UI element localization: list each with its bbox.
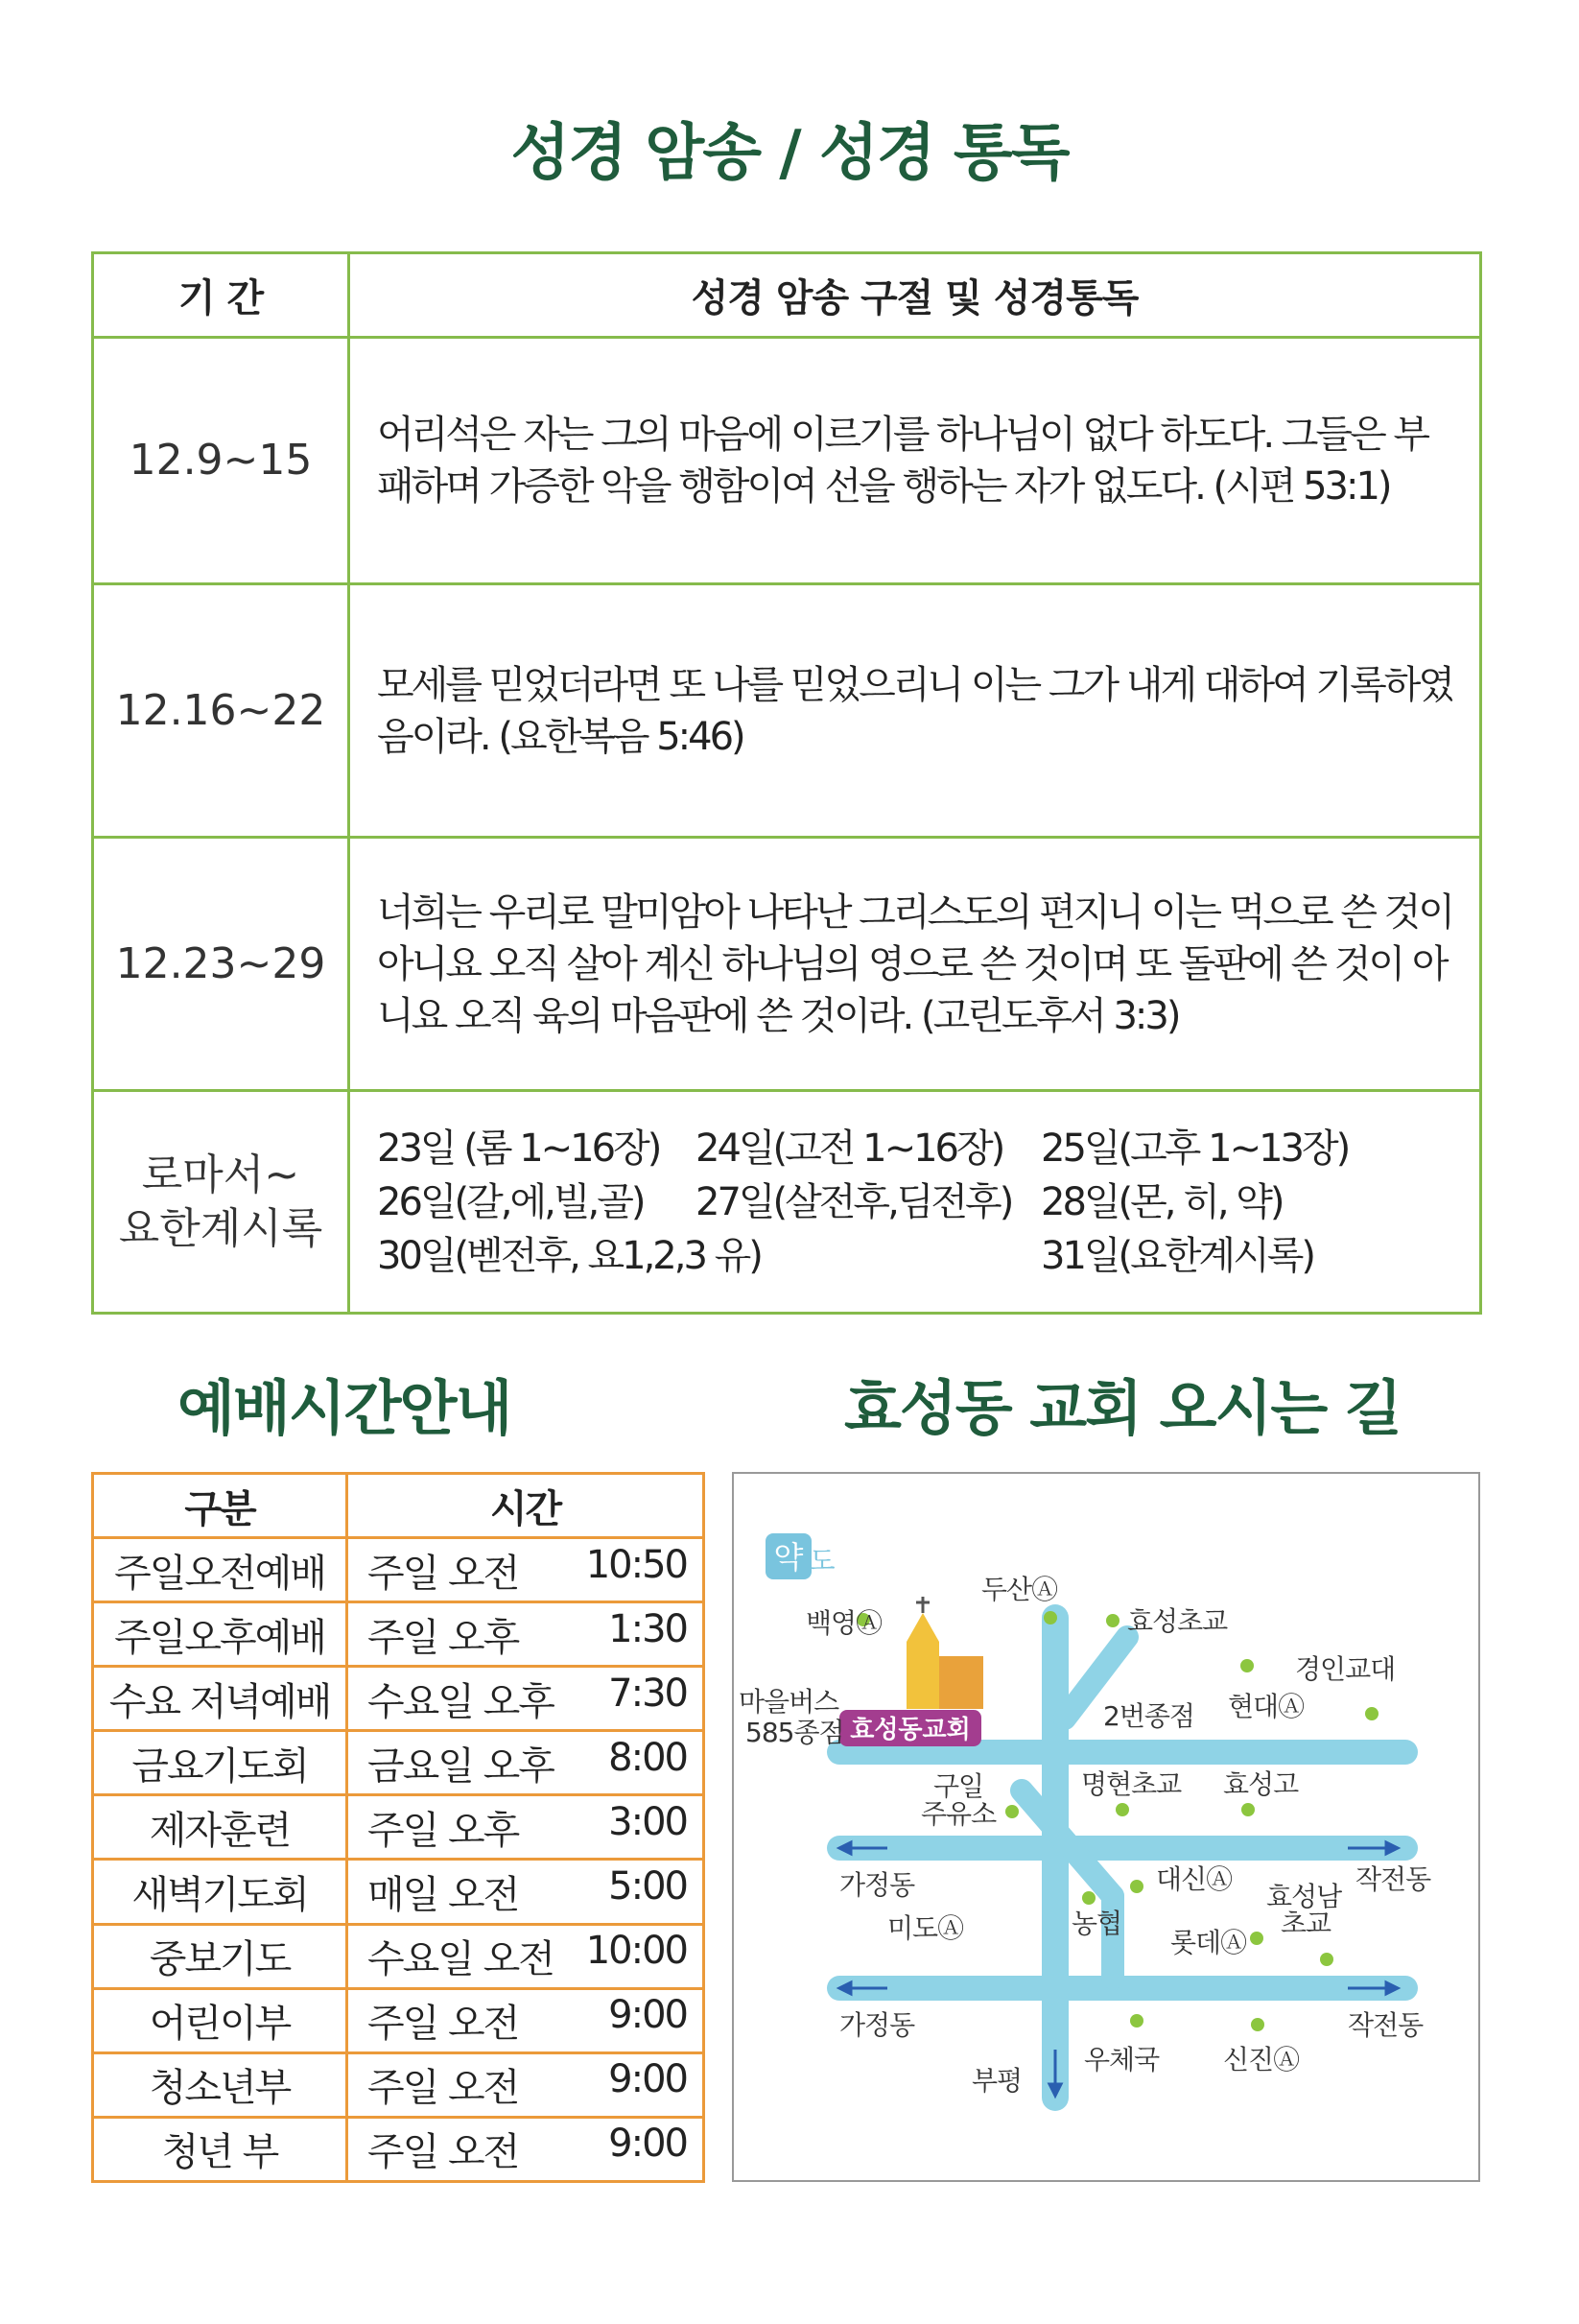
map-label-nonghyup: 농협	[1072, 1908, 1122, 1939]
reading-schedule-cell	[349, 1091, 1481, 1314]
bible-memorization-table	[91, 251, 1482, 1315]
service-cell: 수요 저녁예배	[93, 1667, 347, 1731]
table-row	[93, 337, 1481, 584]
time-text: 9:00	[608, 2057, 687, 2102]
map-label-dusan: 두산Ⓐ	[981, 1574, 1058, 1605]
day-text: 주일 오후	[367, 1615, 519, 1660]
time-text: 3:00	[608, 1799, 687, 1844]
map-label-terminal: 2번종점	[1103, 1700, 1194, 1732]
time-cell	[347, 1602, 704, 1667]
landmark-dot	[1130, 2014, 1143, 2028]
time-text: 9:00	[608, 2122, 687, 2167]
map-label-sinjin: 신진Ⓐ	[1223, 2044, 1300, 2075]
map-label-gajeong: 가정동	[839, 2009, 915, 2041]
verse-cell: 너희는 우리로 말미암아 나타난 그리스도의 편지니 이는 먹으로 쓴 것이 아니요 오직 살아 계신 하나님의 영으로 쓴 것이며 또 돌판에 쓴 것이 아니요 오직 육의 마음판에 쓴 것이라. (고린도후서 3:3)	[349, 838, 1481, 1091]
reading-period-line: 로마서~	[141, 1150, 300, 1199]
day-text: 주일 오전	[367, 2130, 519, 2175]
map-label-post: 우체국	[1084, 2044, 1160, 2075]
time-cell	[347, 1795, 704, 1860]
page-title: 성경 암송 / 성경 통독	[510, 118, 1069, 189]
landmark-dot	[1106, 1614, 1119, 1627]
table-row	[93, 1667, 704, 1731]
service-cell: 주일오전예배	[93, 1538, 347, 1602]
map-label-jakjeon: 작전동	[1355, 1863, 1431, 1895]
day-text: 매일 오전	[367, 1873, 519, 1917]
map-label-gajeong: 가정동	[839, 1869, 915, 1901]
table-row	[93, 1988, 704, 2052]
table-row	[93, 838, 1481, 1091]
reading-item: 28일(몬, 히, 약)	[1041, 1179, 1283, 1224]
map-section-title: 효성동 교회 오시는 길	[844, 1373, 1401, 1443]
table-row	[93, 1795, 704, 1860]
reading-period-cell	[93, 1091, 349, 1314]
time-text: 10:00	[585, 1929, 687, 1974]
time-cell	[347, 2052, 704, 2117]
church-tower	[907, 1642, 939, 1709]
map-label-hyoseongnam: 초교	[1281, 1908, 1332, 1939]
time-text: 1:30	[608, 1606, 687, 1651]
table-header-row	[93, 1474, 704, 1538]
worship-schedule-table	[91, 1472, 705, 2183]
time-cell	[347, 1924, 704, 1988]
table-row	[93, 2052, 704, 2117]
reading-item: 31일(요한계시록)	[1041, 1233, 1313, 1278]
time-cell	[347, 1860, 704, 1924]
landmark-dot	[1365, 1707, 1379, 1720]
service-cell: 청년 부	[93, 2117, 347, 2181]
map-label-hyoseong-elem: 효성초교	[1127, 1605, 1228, 1637]
day-text: 수요일 오후	[367, 1679, 554, 1724]
landmark-dot	[1251, 2018, 1264, 2031]
logo-text: 약	[773, 1539, 804, 1576]
day-text: 주일 오전	[367, 2002, 519, 2047]
time-cell	[347, 1988, 704, 2052]
service-cell: 제자훈련	[93, 1795, 347, 1860]
table-row	[93, 2117, 704, 2181]
map-label-myeonghyeon: 명현초교	[1081, 1768, 1182, 1800]
landmark-dot	[1320, 1953, 1333, 1966]
verse-cell: 모세를 믿었더라면 또 나를 믿었으리니 이는 그가 내게 대하여 기록하였음이라. (요한복음 5:46)	[349, 584, 1481, 838]
logo-text: 도	[809, 1545, 836, 1577]
time-text: 5:00	[608, 1864, 687, 1909]
landmark-dot	[1044, 1611, 1057, 1624]
time-text: 10:50	[585, 1542, 687, 1587]
service-header: 구분	[93, 1474, 347, 1538]
time-cell	[347, 1667, 704, 1731]
table-row	[93, 1538, 704, 1602]
table-row	[93, 1924, 704, 1988]
map-label-jakjeon: 작전동	[1348, 2009, 1424, 2041]
reading-item: 30일(벧전후, 요1,2,3 유)	[377, 1233, 761, 1278]
landmark-dot	[1130, 1880, 1143, 1893]
reading-row	[93, 1091, 1481, 1314]
worship-section-title: 예배시간안내	[177, 1373, 511, 1443]
table-row	[93, 584, 1481, 838]
day-text: 금요일 오후	[367, 1743, 554, 1789]
landmark-dot	[1082, 1891, 1096, 1905]
time-cell	[347, 1731, 704, 1795]
map-graphic	[734, 1474, 1478, 2180]
map-label-bus: 마을버스	[739, 1686, 839, 1718]
reading-item: 23일 (롬 1~16장)	[377, 1126, 660, 1171]
reading-item: 27일(살전후,딤전후)	[695, 1179, 1012, 1224]
logo	[766, 1533, 836, 1579]
landmark-dot	[1116, 1803, 1129, 1816]
landmark-dot	[1005, 1805, 1019, 1818]
map-label-hyundai: 현대Ⓐ	[1228, 1691, 1305, 1722]
landmark-dot	[1241, 1803, 1255, 1816]
map-label-hyoseongnam: 효성남	[1266, 1881, 1342, 1912]
church-label: 효성동교회	[850, 1716, 971, 1744]
church-roof	[907, 1613, 939, 1642]
time-cell	[347, 2117, 704, 2181]
time-header: 시간	[347, 1474, 704, 1538]
table-row	[93, 1731, 704, 1795]
church-icon	[907, 1597, 983, 1709]
reading-item: 24일(고전 1~16장)	[695, 1126, 1003, 1171]
period-header: 기 간	[93, 253, 349, 338]
service-cell: 주일오후예배	[93, 1602, 347, 1667]
reading-period-line: 요한계시록	[118, 1203, 323, 1253]
map-label-guil: 주유소	[921, 1798, 997, 1830]
map-label-daesin: 대신Ⓐ	[1156, 1863, 1233, 1895]
map-label-baekyoung: 백영Ⓐ	[806, 1607, 883, 1639]
map-label-gyeongin: 경인교대	[1295, 1653, 1396, 1685]
map-label-bus: 585종점	[745, 1717, 844, 1748]
service-cell: 새벽기도회	[93, 1860, 347, 1924]
day-text: 주일 오전	[367, 2066, 519, 2111]
period-cell: 12.23~29	[93, 838, 349, 1091]
service-cell: 청소년부	[93, 2052, 347, 2117]
table-row	[93, 1860, 704, 1924]
landmark-dot	[1250, 1932, 1263, 1945]
directions-map	[732, 1472, 1480, 2182]
map-label-bupyeong: 부평	[972, 2065, 1023, 2097]
time-cell	[347, 1538, 704, 1602]
service-cell: 중보기도	[93, 1924, 347, 1988]
map-label-lotte: 롯데Ⓐ	[1170, 1927, 1247, 1958]
time-text: 7:30	[608, 1671, 687, 1716]
verse-header: 성경 암송 구절 및 성경통독	[349, 253, 1481, 338]
verse-cell: 어리석은 자는 그의 마음에 이르기를 하나님이 없다 하도다. 그들은 부패하며 가증한 악을 행함이여 선을 행하는 자가 없도다. (시편 53:1)	[349, 337, 1481, 584]
church-building	[935, 1656, 983, 1709]
time-text: 8:00	[608, 1735, 687, 1780]
map-label-guil: 구일	[933, 1770, 984, 1802]
table-header-row	[93, 253, 1481, 338]
day-text: 주일 오후	[367, 1808, 519, 1853]
period-cell: 12.9~15	[93, 337, 349, 584]
day-text: 수요일 오전	[367, 1937, 554, 1982]
service-cell: 어린이부	[93, 1988, 347, 2052]
period-cell: 12.16~22	[93, 584, 349, 838]
map-label-hyoseong-high: 효성고	[1223, 1768, 1299, 1800]
landmark-dot	[1240, 1659, 1254, 1672]
reading-item: 26일(갈,에,빌,골)	[377, 1179, 644, 1224]
time-text: 9:00	[608, 1993, 687, 2038]
day-text: 주일 오전	[367, 1551, 519, 1596]
map-label-mido: 미도Ⓐ	[887, 1912, 964, 1944]
reading-item: 25일(고후 1~13장)	[1041, 1126, 1349, 1171]
service-cell: 금요기도회	[93, 1731, 347, 1795]
table-row	[93, 1602, 704, 1667]
